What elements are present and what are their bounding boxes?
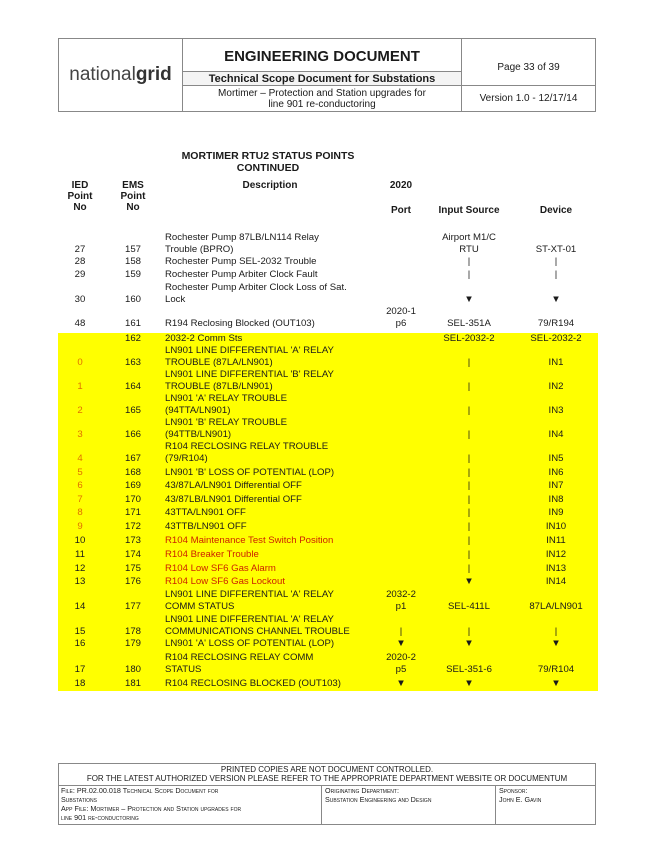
ied-point-no: 1: [77, 381, 83, 392]
version-label: Version 1.0 - 12/17/14: [461, 86, 595, 111]
ems-point-no: 178: [124, 626, 141, 637]
ems-point-no: 176: [124, 576, 141, 587]
ied-point-no: 10: [74, 535, 86, 546]
ied-point-no: 3: [77, 429, 83, 440]
point-description: LN901 'A' LOSS OF POTENTIAL (LOP): [165, 638, 335, 649]
document-header: [58, 38, 596, 112]
point-description: Rochester Pump 87LB/LN114 Relay: [165, 232, 319, 243]
footer-sponsor: [495, 786, 597, 824]
footer-notice-2: FOR THE LATEST AUTHORIZED VERSION PLEASE REFER TO THE APPROPRIATE DEPARTMENT WEBSITE OR DOCUMENTUM: [59, 774, 595, 786]
point-description: R104 Breaker Trouble: [165, 549, 259, 560]
ied-point-no: 9: [77, 521, 83, 532]
col-header-ems: [107, 180, 159, 213]
point-description: R104 RECLOSING RELAY TROUBLE: [165, 441, 329, 452]
col-header-ems-l2: Point: [120, 191, 146, 202]
input-source: |: [467, 256, 471, 267]
col-header-input-source: Input Source: [438, 205, 500, 216]
ied-point-no: 13: [74, 576, 86, 587]
ied-point-no: 30: [74, 294, 86, 305]
ied-point-no: 7: [77, 494, 83, 505]
point-description: (94TTA/LN901): [165, 405, 231, 416]
point-description: (79/R104): [165, 453, 208, 464]
ems-point-no: 179: [124, 638, 141, 649]
port-value: 2020-2: [386, 652, 416, 663]
input-source: ▼: [464, 294, 474, 305]
ied-point-no: 17: [74, 664, 86, 675]
project-line-2: line 901 re-conductoring: [268, 98, 376, 110]
col-header-ems-l3: No: [126, 202, 140, 213]
device-value: ST-XT-01: [535, 244, 577, 255]
footer-file-info: [61, 786, 311, 822]
device-value: SEL-2032-2: [530, 333, 582, 344]
ems-point-no: 174: [124, 549, 141, 560]
point-description: COMMUNICATIONS CHANNEL TROUBLE: [165, 626, 350, 637]
port-value: |: [399, 626, 403, 637]
ems-point-no: 167: [124, 453, 141, 464]
device-value: IN5: [548, 453, 564, 464]
point-description: (94TTB/LN901): [165, 429, 232, 440]
input-source: |: [467, 535, 471, 546]
ems-point-no: 160: [124, 294, 141, 305]
device-value: IN7: [548, 480, 564, 491]
device-value: IN4: [548, 429, 564, 440]
logo-text-light: national: [69, 64, 136, 85]
port-value: ▼: [396, 638, 406, 649]
ied-point-no: 6: [77, 480, 83, 491]
ems-point-no: 165: [124, 405, 141, 416]
point-description: LN901 'A' RELAY TROUBLE: [165, 393, 288, 404]
device-value: IN10: [545, 521, 567, 532]
device-value: 87LA/LN901: [529, 601, 583, 612]
point-description: R104 Low SF6 Gas Alarm: [165, 563, 276, 574]
logo-text-bold: grid: [135, 64, 172, 85]
col-header-ied-l2: Point: [67, 191, 93, 202]
footer-file-line-2: Substations: [61, 795, 98, 804]
device-value: IN1: [548, 357, 564, 368]
ems-point-no: 164: [124, 381, 141, 392]
footer-file-line-1: File: PR.02.00.018 Technical Scope Document for: [61, 786, 219, 795]
project-line-1: Mortimer – Protection and Station upgrades for: [218, 87, 426, 99]
footer-dept-label: Originating Department:: [325, 786, 399, 795]
point-description: R104 Low SF6 Gas Lockout: [165, 576, 285, 587]
ems-point-no: 166: [124, 429, 141, 440]
ems-point-no: 158: [124, 256, 141, 267]
ems-point-no: 180: [124, 664, 141, 675]
device-value: IN9: [548, 507, 564, 518]
ied-point-no: 0: [77, 357, 83, 368]
input-source: ▼: [464, 638, 474, 649]
input-source: |: [467, 429, 471, 440]
table-title-line-2: CONTINUED: [236, 162, 300, 174]
point-description: 43/87LA/LN901 Differential OFF: [165, 480, 302, 491]
point-description: R194 Reclosing Blocked (OUT103): [165, 318, 315, 329]
ems-point-no: 175: [124, 563, 141, 574]
table-title: [168, 150, 368, 174]
point-description: 43TTB/LN901 OFF: [165, 521, 247, 532]
ems-point-no: 161: [124, 318, 141, 329]
col-header-port: Port: [391, 205, 411, 216]
ied-point-no: 18: [74, 678, 86, 689]
point-description: LN901 LINE DIFFERENTIAL 'A' RELAY: [165, 589, 334, 600]
input-source: |: [467, 269, 471, 280]
port-value: p1: [395, 601, 407, 612]
ems-point-no: 159: [124, 269, 141, 280]
col-header-year: 2020: [389, 180, 413, 191]
ems-point-no: 162: [124, 333, 141, 344]
input-source: |: [467, 381, 471, 392]
doc-subtitle: Technical Scope Document for Substations: [183, 72, 461, 86]
port-value: ▼: [396, 678, 406, 689]
ems-point-no: 171: [124, 507, 141, 518]
point-description: Lock: [165, 294, 186, 305]
port-value: 2020-1: [386, 306, 416, 317]
company-logo: [59, 39, 183, 111]
input-source: ▼: [464, 576, 474, 587]
ems-point-no: 173: [124, 535, 141, 546]
input-source: Airport M1/C: [442, 232, 496, 243]
device-value: 79/R194: [537, 318, 575, 329]
footer-notice-1: PRINTED COPIES ARE NOT DOCUMENT CONTROLLED.: [220, 765, 434, 774]
ied-point-no: 2: [77, 405, 83, 416]
ems-point-no: 181: [124, 678, 141, 689]
point-description: Rochester Pump Arbiter Clock Loss of Sat.: [165, 282, 347, 293]
device-value: IN14: [545, 576, 567, 587]
ied-point-no: 4: [77, 453, 83, 464]
ems-point-no: 157: [124, 244, 141, 255]
input-source: |: [467, 357, 471, 368]
point-description: Trouble (BPRO): [165, 244, 234, 255]
device-value: ▼: [551, 678, 561, 689]
point-description: LN901 LINE DIFFERENTIAL 'B' RELAY: [165, 369, 334, 380]
port-value: p5: [395, 664, 407, 675]
point-description: 43TTA/LN901 OFF: [165, 507, 246, 518]
ied-point-no: 8: [77, 507, 83, 518]
footer-file-line-4: line 901 re-conductoring: [61, 813, 139, 822]
ems-point-no: 170: [124, 494, 141, 505]
point-description: Rochester Pump Arbiter Clock Fault: [165, 269, 318, 280]
port-value: 2032-2: [386, 589, 416, 600]
input-source: SEL-351-6: [446, 664, 492, 675]
page-number: Page 33 of 39: [461, 39, 595, 86]
point-description: LN901 'B' LOSS OF POTENTIAL (LOP): [165, 467, 335, 478]
footer-dept-value: Substation Engineering and Design: [325, 795, 432, 804]
input-source: |: [467, 521, 471, 532]
point-description: R104 RECLOSING RELAY COMM: [165, 652, 314, 663]
col-header-ied: [58, 180, 102, 213]
ems-point-no: 177: [124, 601, 141, 612]
footer-department: [321, 786, 495, 824]
footer-sponsor-value: John E. Gavin: [499, 795, 542, 804]
point-description: R104 Maintenance Test Switch Position: [165, 535, 334, 546]
col-header-ied-l1: IED: [71, 180, 89, 191]
point-description: R104 RECLOSING BLOCKED (OUT103): [165, 678, 341, 689]
input-source: |: [467, 507, 471, 518]
col-header-device: Device: [539, 205, 573, 216]
ied-point-no: 48: [74, 318, 86, 329]
device-value: |: [554, 626, 558, 637]
device-value: |: [554, 256, 558, 267]
ems-point-no: 168: [124, 467, 141, 478]
ied-point-no: 27: [74, 244, 86, 255]
footer-sponsor-label: Sponsor:: [499, 786, 528, 795]
device-value: ▼: [551, 294, 561, 305]
device-value: IN6: [548, 467, 564, 478]
device-value: IN3: [548, 405, 564, 416]
device-value: 79/R104: [537, 664, 575, 675]
input-source: |: [467, 467, 471, 478]
input-source: |: [467, 494, 471, 505]
col-header-ied-l3: No: [73, 202, 87, 213]
input-source: RTU: [459, 244, 479, 255]
point-description: 43/87LB/LN901 Differential OFF: [165, 494, 302, 505]
input-source: |: [467, 453, 471, 464]
point-description: LN901 LINE DIFFERENTIAL 'A' RELAY: [165, 614, 334, 625]
col-header-ems-l1: EMS: [122, 180, 144, 191]
point-description: STATUS: [165, 664, 202, 675]
input-source: SEL-2032-2: [443, 333, 495, 344]
table-title-line-1: MORTIMER RTU2 STATUS POINTS: [181, 150, 355, 162]
ied-point-no: 15: [74, 626, 86, 637]
device-value: IN12: [545, 549, 567, 560]
ied-point-no: 16: [74, 638, 86, 649]
col-header-description: Description: [242, 180, 298, 191]
point-description: COMM STATUS: [165, 601, 235, 612]
ied-point-no: 14: [74, 601, 86, 612]
input-source: |: [467, 405, 471, 416]
device-value: ▼: [551, 638, 561, 649]
ied-point-no: 28: [74, 256, 86, 267]
point-description: 2032-2 Comm Sts: [165, 333, 243, 344]
device-value: |: [554, 269, 558, 280]
input-source: SEL-411L: [448, 601, 490, 612]
device-value: IN13: [545, 563, 567, 574]
point-description: Rochester Pump SEL-2032 Trouble: [165, 256, 317, 267]
point-description: LN901 'B' RELAY TROUBLE: [165, 417, 288, 428]
ems-point-no: 172: [124, 521, 141, 532]
input-source: |: [467, 563, 471, 574]
point-description: LN901 LINE DIFFERENTIAL 'A' RELAY: [165, 345, 334, 356]
ied-point-no: 5: [77, 467, 83, 478]
ied-point-no: 11: [75, 549, 85, 560]
input-source: |: [467, 626, 471, 637]
project-title: [183, 86, 461, 111]
point-description: TROUBLE (87LA/LN901): [165, 357, 273, 368]
input-source: |: [467, 480, 471, 491]
device-value: IN11: [546, 535, 566, 546]
doc-title: ENGINEERING DOCUMENT: [183, 39, 461, 72]
ied-point-no: 29: [74, 269, 86, 280]
device-value: IN2: [548, 381, 564, 392]
device-value: IN8: [548, 494, 564, 505]
input-source: SEL-351A: [447, 318, 491, 329]
footer-file-line-3: App File: Mortimer – Protection and Station upgrades for: [61, 804, 242, 813]
point-description: TROUBLE (87LB/LN901): [165, 381, 273, 392]
document-footer: [58, 763, 596, 825]
port-value: p6: [395, 318, 407, 329]
input-source: |: [467, 549, 471, 560]
ied-point-no: 12: [74, 563, 86, 574]
ems-point-no: 169: [124, 480, 141, 491]
input-source: ▼: [464, 678, 474, 689]
ems-point-no: 163: [124, 357, 141, 368]
